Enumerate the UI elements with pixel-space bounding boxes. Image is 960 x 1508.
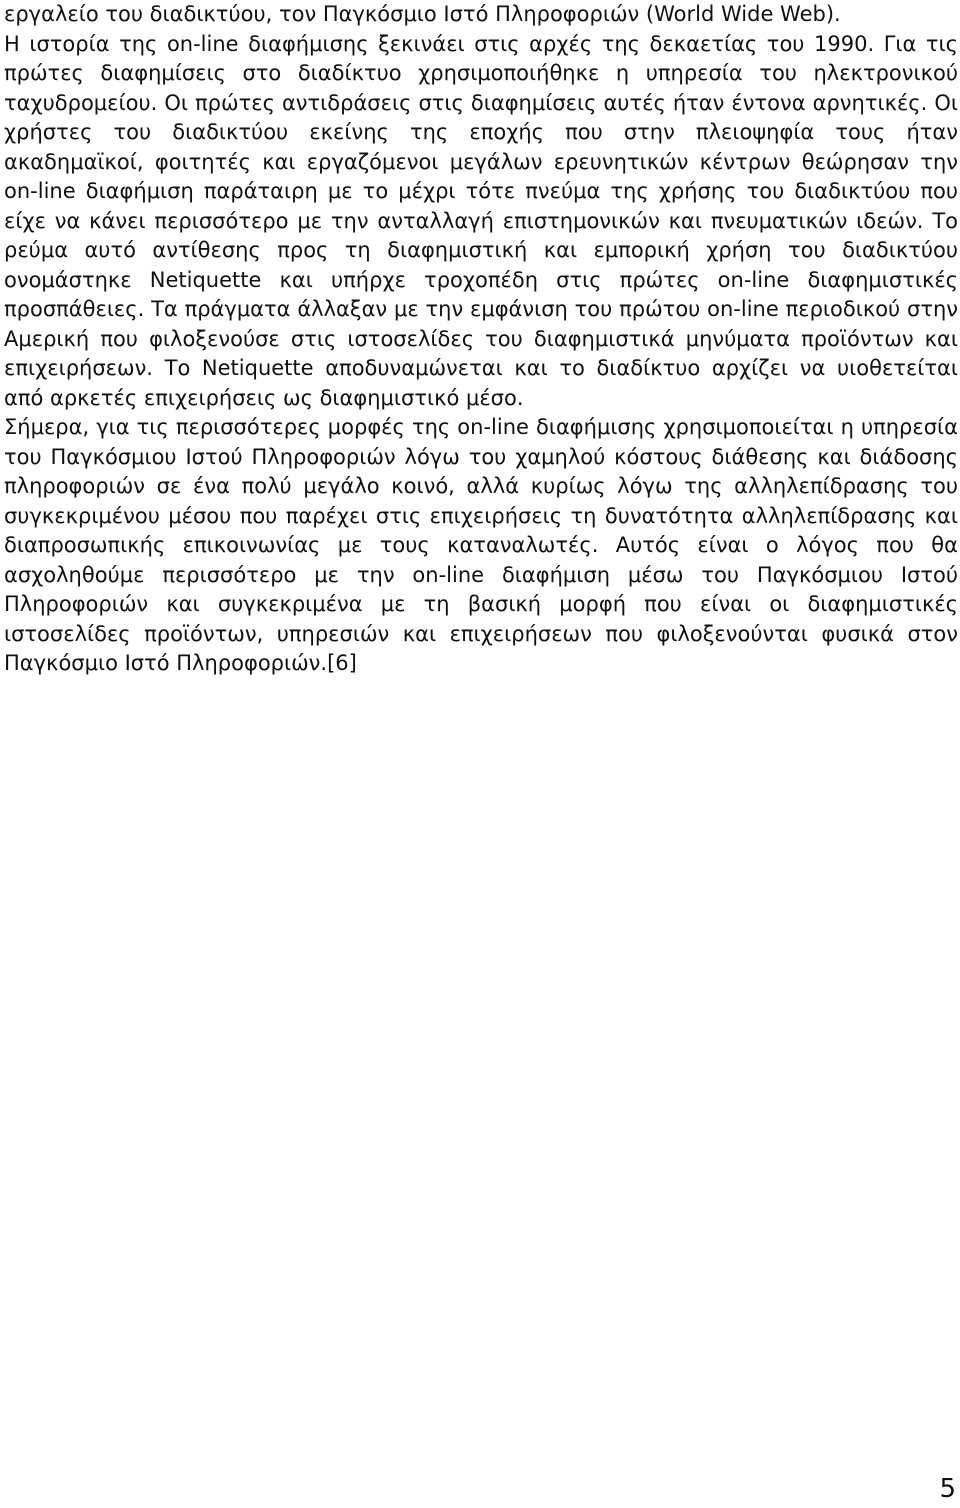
paragraph-today: Σήμερα, για τις περισσότερες μορφές της on-line διαφήμισης χρησιμοποιείται η υπηρεσία του Παγκόσμιου Ιστού Πληροφοριών λόγω του χαμηλού κόστους διάθεσης και διάδοσης πληροφοριών σε ένα πολύ μεγάλο κοινό, αλλά κυρίως λόγω της αλληλεπίδρασης του συγκεκριμένου μέσου που παρέχει στις επιχειρήσεις τη δυνατότητα αλληλεπίδρασης και διαπροσωπικής επικοινωνίας με τους καταναλωτές. Αυτός είναι ο λόγος που θα ασχοληθούμε περισσότερο με την on-line διαφήμιση μέσω του Παγκόσμιου Ιστού Πληροφοριών και συγκεκριμένα με τη βασική μορφή που είναι οι διαφημιστικές ιστοσελίδες προϊόντων, υπηρεσιών και επιχειρήσεων που φιλοξενούνται φυσικά στον Παγκόσμιο Ιστό Πληροφοριών.[6] [4,415,958,675]
paragraph-intro-continuation: εργαλείο του διαδικτύου, τον Παγκόσμιο Ιστό Πληροφοριών (World Wide Web). [4,2,841,26]
page-number: 5 [939,1474,956,1504]
paragraph-history: Η ιστορία της on-line διαφήμισης ξεκινάει στις αρχές της δεκαετίας του 1990. Για τις πρώτες διαφημίσεις στο διαδίκτυο χρησιμοποιήθηκε η υπηρεσία του ηλεκτρονικού ταχυδρομείου. Οι πρώτες αντιδράσεις στις διαφημίσεις αυτές ήταν έντονα αρνητικές. Οι χρήστες του διαδικτύου εκείνης της εποχής που στην πλειοψηφία τους ήταν ακαδημαϊκοί, φοιτητές και εργαζόμενοι μεγάλων ερευνητικών κέντρων θεώρησαν την on-line διαφήμιση παράταιρη με το μέχρι τότε πνεύμα της χρήσης του διαδικτύου που είχε να κάνει περισσότερο με την ανταλλαγή επιστημονικών και πνευματικών ιδεών. Το ρεύμα αυτό αντίθεσης προς τη διαφημιστική και εμπορική χρήση του διαδικτύου ονομάστηκε Netiquette και υπήρχε τροχοπέδη στις πρώτες on-line διαφημιστικές προσπάθειες. Τα πράγματα άλλαξαν με την εμφάνιση του πρώτου on-line περιοδικού στην Αμερική που φιλοξενούσε στις ιστοσελίδες του διαφημιστικά μηνύματα προϊόντων και επιχειρήσεων. Το Netiquette αποδυναμώνεται και το διαδίκτυο αρχίζει να υιοθετείται από αρκετές επιχειρήσεις ως διαφημιστικό μέσο. [4,31,958,410]
